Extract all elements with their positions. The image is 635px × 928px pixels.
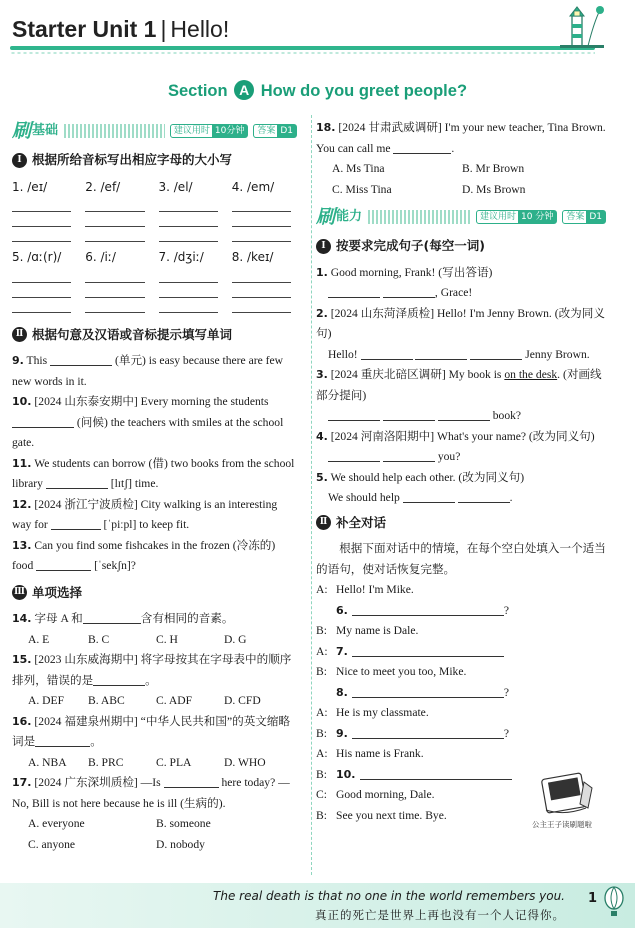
option-c[interactable]: C. PLA xyxy=(156,755,192,769)
blank-number: 8. xyxy=(336,685,348,699)
time-tag xyxy=(170,124,248,138)
dialogue-line xyxy=(316,642,606,663)
dialogue-line xyxy=(316,703,606,724)
ability-band xyxy=(316,204,606,230)
part-title: 补全对话 xyxy=(336,514,387,530)
blank-number: 9. xyxy=(336,726,348,740)
question-14: 14. 字母 A 和 含有相同的音素。 xyxy=(12,612,234,625)
answer-blank[interactable] xyxy=(51,516,101,530)
phonetic-item xyxy=(85,247,150,313)
options-row xyxy=(12,835,297,856)
question-18: 18. [2024 甘肃武威调研] I'm your new teacher, Tina Brown. You can call me . xyxy=(316,121,606,155)
part-title: 单项选择 xyxy=(32,584,83,600)
phonetic-item xyxy=(159,177,224,243)
page-footer xyxy=(0,883,635,928)
question-17: 17. [2024 广东深圳质检] —Is here today? —No, Bill is not here because he is ill (生病的). xyxy=(12,776,290,810)
phonetic-item xyxy=(85,177,150,243)
part-heading xyxy=(316,236,606,257)
options-row xyxy=(12,814,297,835)
answer-page: D1 xyxy=(277,125,296,137)
answer-key: 答案 xyxy=(566,212,585,222)
phonetic-item xyxy=(159,247,224,313)
answer-blank[interactable] xyxy=(352,602,504,616)
answer-blank[interactable] xyxy=(352,725,504,739)
phonetic-label: 2. /ef/ xyxy=(85,179,121,194)
answer-blank[interactable] xyxy=(361,346,413,360)
dialogue-line xyxy=(316,662,606,683)
roman-badge: Ⅰ xyxy=(12,153,27,168)
time-tag xyxy=(476,210,557,224)
answer-blank[interactable] xyxy=(83,610,141,624)
dialogue-text: His name is Frank. xyxy=(336,747,424,760)
option-c[interactable]: C. anyone xyxy=(28,837,76,851)
roman-badge: Ⅱ xyxy=(316,515,331,530)
speaker-label: B: xyxy=(316,726,327,740)
phonetic-item xyxy=(12,177,77,243)
band-stripes xyxy=(64,124,165,138)
phonetic-label: 3. /el/ xyxy=(158,179,193,194)
phonetic-grid xyxy=(12,177,297,243)
phonetic-label: 4. /em/ xyxy=(231,179,275,194)
answer-blank[interactable] xyxy=(93,672,145,686)
speaker-label: A: xyxy=(316,583,328,596)
section-title xyxy=(0,80,635,101)
answer-page: D1 xyxy=(586,211,605,223)
stamp-illustration xyxy=(536,770,598,818)
dialogue-line xyxy=(316,601,606,622)
line-end-punct: ? xyxy=(503,603,509,617)
question-9: 9. This (单元) is easy because there are few new words in it. xyxy=(12,354,284,388)
dialogue-line xyxy=(316,621,606,642)
line-end-punct: ? xyxy=(503,726,509,740)
option-b[interactable]: B. C xyxy=(88,632,110,646)
speaker-label: A: xyxy=(316,644,328,658)
options-row xyxy=(12,630,297,651)
option-a[interactable]: A. E xyxy=(28,632,50,646)
stamp-caption: 公主王子读刷题啦 xyxy=(532,820,592,829)
phonetic-label: 7. /dʒiː/ xyxy=(158,250,204,264)
phonetic-item xyxy=(12,247,77,313)
answer-blank[interactable] xyxy=(360,766,512,780)
answer-blank[interactable] xyxy=(438,407,490,421)
phonetic-label: 5. /ɑː(r)/ xyxy=(12,250,62,264)
option-d[interactable]: D. CFD xyxy=(224,694,261,707)
option-d[interactable]: D. WHO xyxy=(224,755,266,769)
ability-question-5: 5. We should help each other. (改为同义句) xyxy=(316,470,525,484)
footer-quote-en: The real death is that no one in the world remembers you. xyxy=(213,889,565,903)
time-key: 建议用时 xyxy=(479,212,516,222)
question-12: 12. [2024 浙江宁波质检] City walking is an interesting way for [ˈpiːpl] to keep fit. xyxy=(12,497,278,531)
time-key: 建议用时 xyxy=(173,126,210,136)
speaker-label: B: xyxy=(316,665,327,678)
dialogue-text: Hello! I'm Mike. xyxy=(336,583,414,596)
right-column: 18. [2024 甘肃武威调研] I'm your new teacher, Tina Brown. You can call me . A. Ms Tina B. Mr Brown C. Miss Tina D. Ms Brown 刷 能力 建议用时 10 分钟 答案 D1 Ⅰ 按要求完成句子(每空一词) 1. Good morning, Frank! (写出答语) , Grace! 2. [2024 山东菏泽质检] Hello! I'm Jenny Brown. (改为同义句) Hello! Jenny Brown. 3. [2024 重庆北碚区调研] My book is on the desk. (对画线部分提问) book? 4. [2024 河南洛阳期中] What's your name? (改为同义句) you? 5. We should help each other. (改为同义句) We should help . Ⅱ 补全对话 根据下面对话中的情境，在每个空白处填入一个适当的语句，使对话恢复完整。 A: Hello! I'm Mike. 6. ? B: My name is Dale. A: 7. B: Nice to meet you too, Mike. 8. ? A: He is my classmate. B: 9. ? A: His name is Frank. B: 10. C: Good morning, Dale. B: See you next time. Bye. xyxy=(316,118,606,826)
dialogue-text: My name is Dale. xyxy=(336,624,419,637)
left-column xyxy=(12,118,297,855)
question-11: 11. We students can borrow (借) two books from the school library [lɪtʃ] time. xyxy=(12,456,295,490)
options-row xyxy=(316,180,606,201)
part-heading xyxy=(12,583,297,604)
answer-blank[interactable] xyxy=(403,489,455,503)
band-name: 能力 xyxy=(336,208,363,224)
speaker-label: B: xyxy=(316,624,327,637)
answer-blank[interactable] xyxy=(328,407,380,421)
answer-blank[interactable] xyxy=(458,489,510,503)
option-a[interactable]: A. everyone xyxy=(28,817,85,830)
answer-blank[interactable] xyxy=(470,346,522,360)
answer-blank[interactable] xyxy=(328,448,380,462)
option-c[interactable]: C. ADF xyxy=(156,694,193,707)
section-heading: How do you greet people? xyxy=(260,82,468,100)
part-title: 根据所给音标写出相应字母的大小写 xyxy=(32,152,233,167)
option-d[interactable]: D. Ms Brown xyxy=(462,182,526,196)
answer-blank[interactable] xyxy=(328,284,380,298)
unit-subtitle: Hello! xyxy=(170,16,230,42)
options-row xyxy=(12,691,297,712)
time-value: 10分钟 xyxy=(212,125,247,137)
page-number: 1 xyxy=(587,891,597,906)
answer-blank[interactable] xyxy=(383,407,435,421)
brush-glyph: 刷 xyxy=(316,205,336,228)
dialogue-text: See you next time. Bye. xyxy=(336,808,447,822)
option-a[interactable]: A. Ms Tina xyxy=(332,162,385,175)
page-header xyxy=(0,0,635,60)
blank-number: 7. xyxy=(336,644,348,658)
section-letter-badge: A xyxy=(234,80,254,100)
part-heading xyxy=(316,513,606,534)
brush-glyph: 刷 xyxy=(12,119,32,142)
dialogue-line xyxy=(316,744,606,765)
line-end-punct: ? xyxy=(503,685,509,699)
dialogue-line xyxy=(316,580,606,601)
speaker-label: B: xyxy=(316,767,327,781)
dialogue-line xyxy=(316,683,606,704)
roman-badge: Ⅰ xyxy=(316,239,331,254)
blank-number: 10. xyxy=(336,767,356,781)
answer-blank[interactable] xyxy=(35,733,90,747)
basic-band xyxy=(12,118,297,144)
answer-blank[interactable] xyxy=(352,684,504,698)
unit-label: Starter Unit 1 xyxy=(12,16,157,42)
answer-blank[interactable] xyxy=(352,643,504,657)
options-row xyxy=(316,159,606,180)
answer-blank[interactable] xyxy=(12,414,74,428)
dialogue-instruction: 根据下面对话中的情境，在每个空白处填入一个适当的语句，使对话恢复完整。 xyxy=(316,542,606,576)
speaker-label: B: xyxy=(316,808,327,822)
dialogue-text: Nice to meet you too, Mike. xyxy=(336,665,467,678)
answer-blank[interactable] xyxy=(164,774,219,788)
question-16: 16. [2024 福建泉州期中] “中华人民共和国”的英文缩略词是 。 xyxy=(12,714,291,748)
header-rule xyxy=(10,46,595,50)
ability-question-4: 4. [2024 河南洛阳期中] What's your name? (改为同义句) xyxy=(316,429,595,443)
section-label: Section xyxy=(167,82,228,100)
answer-blank[interactable] xyxy=(393,140,451,154)
option-c[interactable]: C. H xyxy=(156,632,178,646)
phonetic-item xyxy=(232,247,297,313)
option-c[interactable]: C. Miss Tina xyxy=(332,182,392,196)
roman-badge: Ⅱ xyxy=(12,327,27,342)
option-b[interactable]: B. someone xyxy=(156,817,211,830)
blank-number: 6. xyxy=(336,603,348,617)
header-dotted-rule xyxy=(10,52,595,54)
time-value: 10 分钟 xyxy=(518,211,556,223)
answer-blank[interactable] xyxy=(50,352,112,366)
phonetic-label: 1. /eɪ/ xyxy=(12,179,48,194)
answer-blank[interactable] xyxy=(383,284,435,298)
roman-badge: Ⅲ xyxy=(12,585,27,600)
band-name: 基础 xyxy=(32,122,59,138)
speaker-label: A: xyxy=(316,747,328,760)
lighthouse-icon xyxy=(560,2,604,48)
part-title: 按要求完成句子(每空一词) xyxy=(336,238,485,253)
option-d[interactable]: D. nobody xyxy=(156,837,205,851)
unit-title xyxy=(12,16,229,43)
option-d[interactable]: D. G xyxy=(224,632,247,646)
options-row xyxy=(12,753,297,774)
answer-tag xyxy=(562,210,606,224)
phonetic-label: 6. /iː/ xyxy=(85,250,116,264)
part-title: 根据句意及汉语或音标提示填写单词 xyxy=(32,326,233,342)
dialogue-text: Good morning, Dale. xyxy=(336,788,435,801)
footer-quote-cn: 真正的死亡是世界上再也没有一个人记得你。 xyxy=(315,908,565,922)
speaker-label: A: xyxy=(316,706,328,719)
part-heading xyxy=(12,325,297,346)
option-a[interactable]: A. DEF xyxy=(28,694,65,707)
question-13: 13. Can you find some fishcakes in the frozen (冷冻的) food [ˈsekʃn]? xyxy=(12,538,276,572)
dialogue-line xyxy=(316,724,606,745)
ability-question-1: 1. Good morning, Frank! (写出答语) xyxy=(316,265,493,279)
ability-question-2: 2. [2024 山东菏泽质检] Hello! I'm Jenny Brown. (改为同义句) xyxy=(316,306,605,340)
ability-question-3: 3. [2024 重庆北碚区调研] My book is on the desk. (对画线部分提问) xyxy=(316,368,602,402)
answer-blank[interactable] xyxy=(415,346,467,360)
part-heading xyxy=(12,150,297,171)
option-a[interactable]: A. NBA xyxy=(28,755,67,769)
dialogue-text: He is my classmate. xyxy=(336,706,429,719)
column-divider xyxy=(311,115,312,875)
phonetic-item xyxy=(232,177,297,243)
question-15: 15. [2023 山东威海期中] 将字母按其在字母表中的顺序排列，错误的是 。 xyxy=(12,653,292,687)
answer-blank[interactable] xyxy=(36,557,91,571)
phonetic-grid xyxy=(12,247,297,313)
option-b[interactable]: B. ABC xyxy=(88,694,125,707)
answer-blank[interactable] xyxy=(383,448,435,462)
answer-tag xyxy=(253,124,297,138)
band-stripes xyxy=(368,210,471,224)
phonetic-label: 8. /keɪ/ xyxy=(231,250,274,264)
question-10: 10. [2024 山东泰安期中] Every morning the students (问候) the teachers with smiles at the school gate. xyxy=(12,395,284,449)
option-b[interactable]: B. PRC xyxy=(88,755,124,769)
answer-blank[interactable] xyxy=(46,475,108,489)
option-b[interactable]: B. Mr Brown xyxy=(462,162,525,175)
balloon-icon xyxy=(603,886,625,918)
title-separator: | xyxy=(160,16,167,42)
speaker-label: C: xyxy=(316,788,327,801)
answer-key: 答案 xyxy=(257,126,276,136)
